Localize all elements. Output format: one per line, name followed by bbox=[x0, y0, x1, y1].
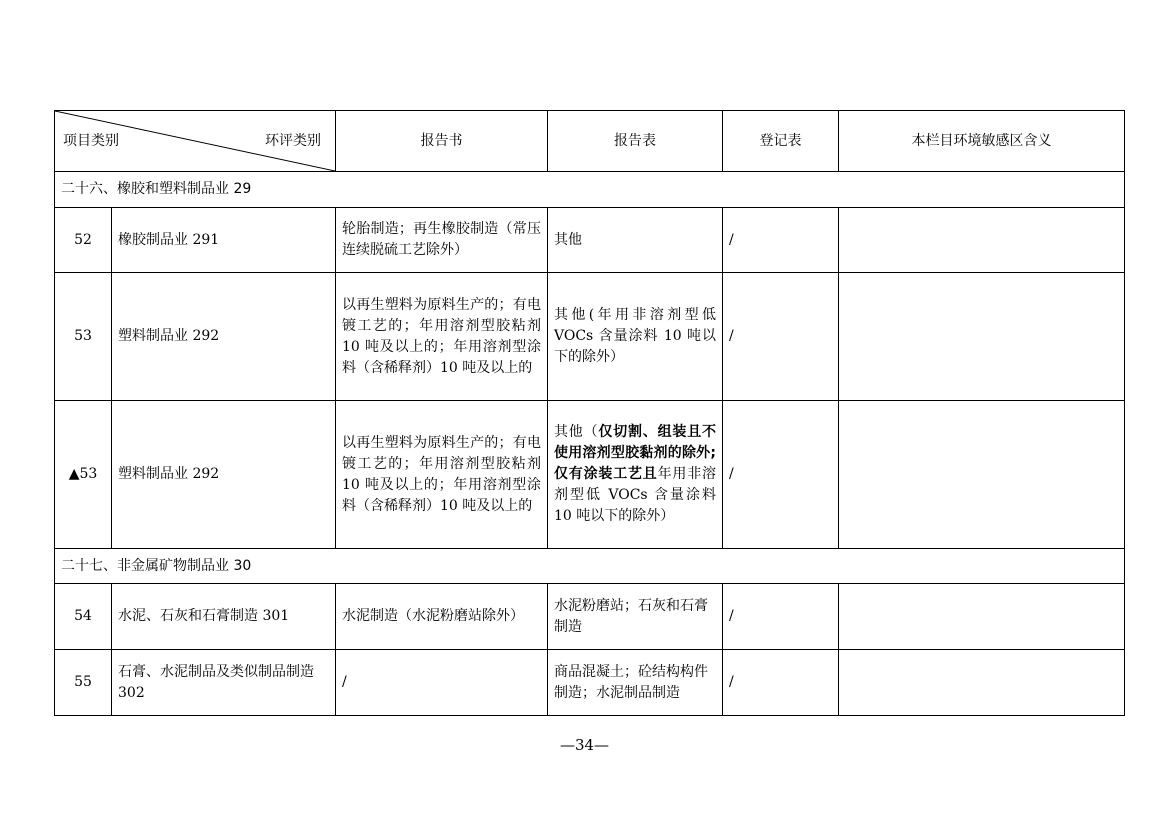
row-category: 石膏、水泥制品及类似制品制造 302 bbox=[112, 650, 336, 716]
report-form-suffix: 年用非溶剂型低 VOCs 含量涂料 10 吨以下的除外） bbox=[554, 466, 717, 524]
row-report-form bbox=[548, 401, 723, 549]
section-row bbox=[55, 549, 1125, 584]
table-row bbox=[55, 650, 1125, 716]
row-report-form: 水泥粉磨站；石灰和石膏制造 bbox=[548, 584, 723, 650]
row-category: 塑料制品业 292 bbox=[112, 401, 336, 549]
row-report-form: 其他(年用非溶剂型低 VOCs 含量涂料 10 吨以下的除外） bbox=[548, 273, 723, 401]
row-number: 55 bbox=[55, 650, 112, 716]
row-sensitive bbox=[839, 650, 1125, 716]
row-sensitive bbox=[839, 273, 1125, 401]
section-title: 二十六、橡胶和塑料制品业 29 bbox=[55, 172, 1125, 208]
section-title: 二十七、非金属矿物制品业 30 bbox=[55, 549, 1125, 584]
row-category: 橡胶制品业 291 bbox=[112, 208, 336, 273]
row-category: 水泥、石灰和石膏制造 301 bbox=[112, 584, 336, 650]
header-sensitive-area: 本栏目环境敏感区含义 bbox=[839, 111, 1125, 172]
header-eia-category: 环评类别 bbox=[265, 133, 321, 149]
row-report-book: 以再生塑料为原料生产的；有电镀工艺的；年用溶剂型胶粘剂 10 吨及以上的；年用溶剂型涂料（含稀释剂）10 吨及以上的 bbox=[336, 273, 548, 401]
row-report-book: 以再生塑料为原料生产的；有电镀工艺的；年用溶剂型胶粘剂 10 吨及以上的；年用溶剂型涂料（含稀释剂）10 吨及以上的 bbox=[336, 401, 548, 549]
table-row bbox=[55, 208, 1125, 273]
header-registration: 登记表 bbox=[723, 111, 839, 172]
table-row bbox=[55, 401, 1125, 549]
table-header-row bbox=[55, 111, 1125, 172]
header-report-form: 报告表 bbox=[548, 111, 723, 172]
report-form-bold-text: 仅切割、组装且不使用溶剂型胶黏剂的除外;仅有涂装工艺且 bbox=[554, 424, 717, 482]
row-registration: / bbox=[723, 584, 839, 650]
header-diagonal-cell bbox=[55, 111, 336, 172]
row-report-book: / bbox=[336, 650, 548, 716]
section-row bbox=[55, 172, 1125, 208]
row-sensitive bbox=[839, 208, 1125, 273]
table-row bbox=[55, 273, 1125, 401]
row-number: 53 bbox=[55, 273, 112, 401]
page-number: —34— bbox=[559, 736, 610, 754]
row-category: 塑料制品业 292 bbox=[112, 273, 336, 401]
row-sensitive bbox=[839, 401, 1125, 549]
row-registration: / bbox=[723, 650, 839, 716]
report-form-prefix: 其他（ bbox=[554, 424, 599, 440]
row-registration: / bbox=[723, 401, 839, 549]
row-report-form: 其他 bbox=[548, 208, 723, 273]
row-sensitive bbox=[839, 584, 1125, 650]
eia-classification-table bbox=[54, 110, 1125, 716]
row-registration: / bbox=[723, 273, 839, 401]
header-project-category: 项目类别 bbox=[63, 133, 119, 149]
row-number: 54 bbox=[55, 584, 112, 650]
row-number: 52 bbox=[55, 208, 112, 273]
row-report-form: 商品混凝土；砼结构构件制造；水泥制品制造 bbox=[548, 650, 723, 716]
header-report-book: 报告书 bbox=[336, 111, 548, 172]
row-report-book: 水泥制造（水泥粉磨站除外） bbox=[336, 584, 548, 650]
row-registration: / bbox=[723, 208, 839, 273]
row-number: ▲53 bbox=[55, 401, 112, 549]
table-row bbox=[55, 584, 1125, 650]
row-report-book: 轮胎制造；再生橡胶制造（常压连续脱硫工艺除外） bbox=[336, 208, 548, 273]
